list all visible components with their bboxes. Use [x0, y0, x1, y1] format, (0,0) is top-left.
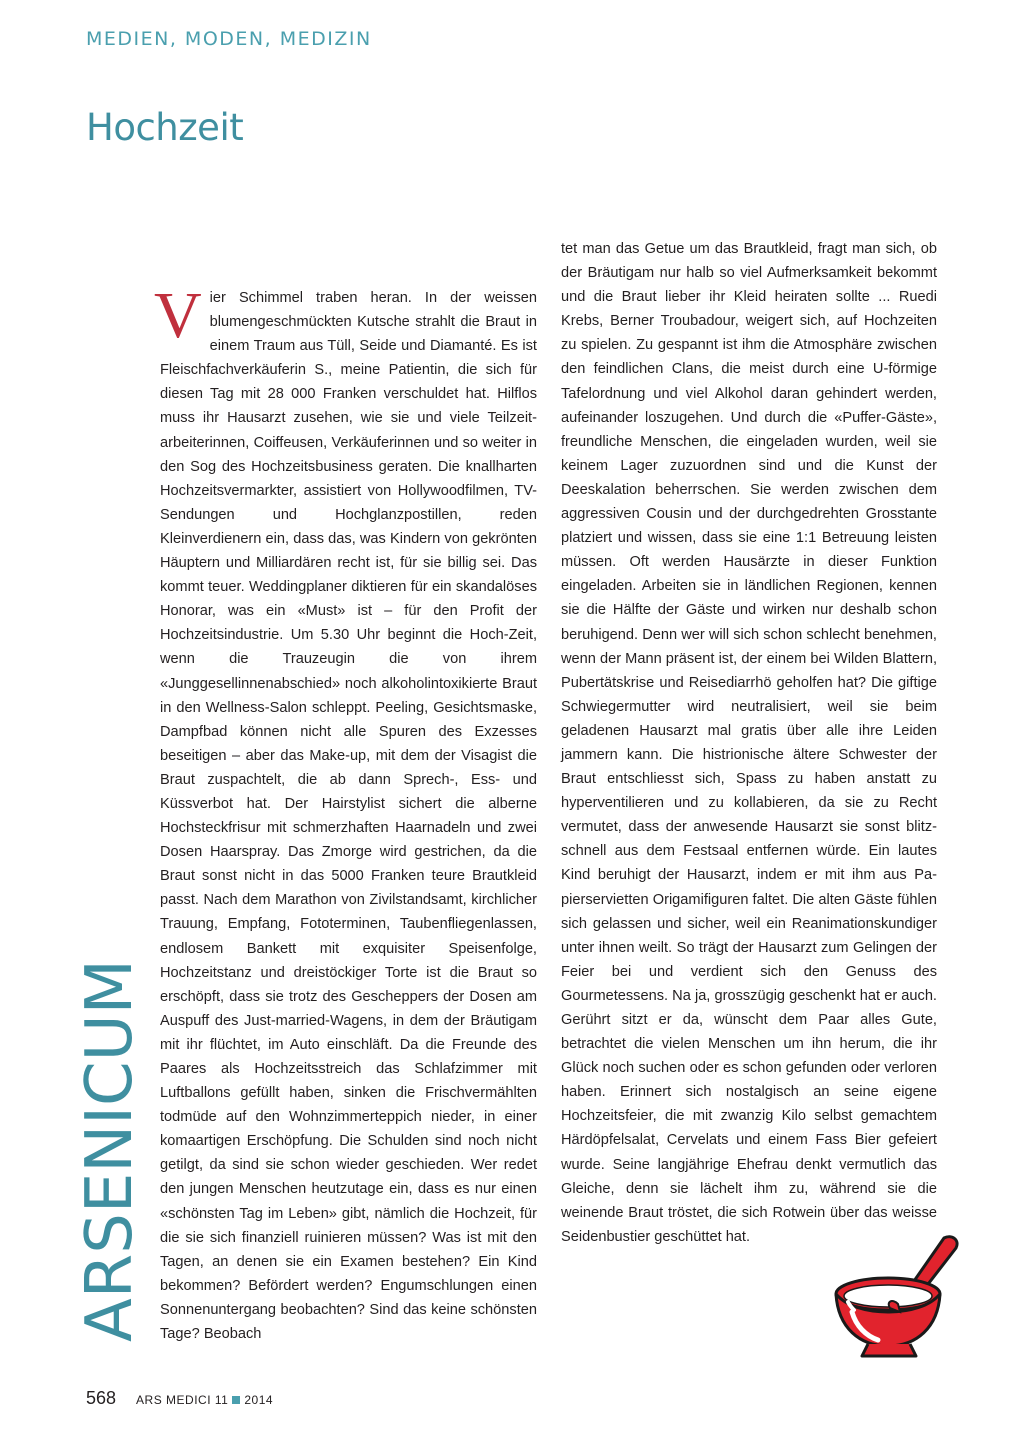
section-label: MEDIEN, MODEN, MEDIZIN	[86, 28, 372, 50]
drop-cap: V	[154, 279, 202, 352]
journal-name: ARS MEDICI 11	[136, 1393, 229, 1407]
journal-year: 2014	[244, 1393, 274, 1407]
article-column-left	[154, 279, 537, 1346]
column-label-vertical: ARSENICUM	[73, 959, 147, 1342]
article-text-left: ier Schimmel traben heran. In der weissen blumengeschmückten Kutsche strahlt die Braut in einem Traum aus Tüll, Seide und Diamanté. Es ist Fleischfachverkäuferin S., meine Patientin, die sich für diesen Tag mit 28 000 Franken verschuldet hat. Hilflos muss ihr Hausarzt zusehen, wie sie und viele Teilzeitarbeiterinnen, Coiffeusen, Verkäuferinnen und so weiter in den Sog des Hochzeitsbusiness geraten. Die knallharten Hochzeitsvermarkter, assistiert von Hollywoodfilmen, TV-Sendungen und Hochglanzpostillen, reden Kleinverdienern ein, dass das, was Kindern von gekrönten Häuptern und Milliardären recht ist, für sie billig sei. Das kommt teuer. Weddingplaner diktieren für ein skandalöses Honorar, was ein «Must» ist – für den Profit der Hochzeitsindustrie. Um 5.30 Uhr beginnt die Hoch-Zeit, wenn die Trauzeugin die von ihrem «Junggesellinnenabschied» noch alkoholintoxikierte Braut in den Wellness-Salon schleppt. Peeling, Gesichtsmaske, Dampfbad können nicht alle Spuren des Exzesses beseitigen – aber das Make-up, mit dem der Visagist die Braut zuspachtelt, die ab dann Sprech-, Ess- und Küssverbot hat. Der Hairstylist sichert die alberne Hochsteckfrisur mit schmerzhaften Haarnadeln und zwei Dosen Haarspray. Das Zmorge wird gestrichen, da die Braut sonst nicht in das 5000 Franken teure Brautkleid passt. Nach dem Marathon von Zivilstandsamt, kirchlicher Trauung, Empfang, Fototerminen, Taubenfliegenlassen, endlosem Bankett mit exquisiter Speisenfolge, Hochzeitstanz und dreistöckiger Torte ist die Braut so erschöpft, dass sie trotz des Gescheppers der Dosen am Auspuff des Just-married-Wagens, in dem der Bräutigam mit ihr flüchtet, im Auto einschläft. Da die Freunde des Paares als Hochzeitsstreich das Schlafzimmer mit Luftballons gefüllt haben, sinken die Frischvermählten todmüde auf den Wohnzimmerteppich nieder, in einer komaartigen Erschöpfung. Die Schulden sind noch nicht getilgt, da sind sie schon wieder geschieden. Wer redet den jungen Menschen heutzutage ein, dass es nur einen «schönsten Tag im Leben» gibt, nämlich die Hochzeit, für die sie sich finanziell ruinieren müssen? Was ist mit den Tagen, an denen sie ein Examen bestehen? Ein Kind bekommen? Befördert werden? Engumschlungen einen Sonnenuntergang beobachten? Sind das keine schönsten Tage? Beobach	[160, 290, 537, 1343]
separator-square-icon	[232, 1396, 240, 1404]
page-number: 568	[86, 1388, 117, 1408]
article-text-right: tet man das Getue um das Brautkleid, fragt man sich, ob der Bräutigam nur halb so viel Aufmerksamkeit bekommt und die Braut lieber ihr Kleid heiraten sollte ... Ruedi Krebs, Berner Troubadour, weigert sich, auf Hochzeiten zu spielen. Zu gespannt ist ihm die Atmosphäre zwischen den feindlichen Clans, die meist durch eine U-förmige Tafelordnung und viel Alkohol daran gehindert werden, aufeinander loszugehen. Und durch die «Puffer-Gäste», freundliche Menschen, die eingeladen wurden, weil sie keinem Lager zuzuordnen sind und die Kunst der Deeskalation beherrschen. Sie werden zwischen dem aggressiven Cousin und der durchgedrehten Grosstante platziert und wissen, dass sie eine 1:1 Betreuung leisten müssen. Oft werden Hausärzte in dieser Funktion eingeladen. Arbeiten sie in ländlichen Regionen, kennen sie die Hälfte der Gäste und wirken nur deshalb schon beruhigend. Denn wer will sich schon schlecht benehmen, wenn der Mann präsent ist, der einem bei Wilden Blattern, Pubertätskrise und Reisediarrhö geholfen hat? Die giftige Schwiegermutter wird neutralisiert, weil sie beim geladenen Hausarzt mal gratis über alle ihre Leiden jammern kann. Die histrionische ältere Schwester der Braut entschliesst sich, Spass zu haben anstatt zu hyperventilieren und zu kollabieren, da sie zu Recht vermutet, dass der anwesende Hausarzt sie sonst blitzschnell aus dem Festsaal entfernen würde. Ein lautes Kind beruhigt der Hausarzt, indem er mit ihm aus Papierservietten Origamifiguren faltet. Die alten Gäste fühlen sich gelassen und sicher, weil ein Reanimationskundiger unter ihnen weilt. So trägt der Hausarzt zum Gelingen der Feier bei und verdient sich den Genuss des Gourmetessens. Na ja, grosszügig geschenkt hat er auch. Gerührt sitzt er da, wünscht dem Paar alles Gute, betrachtet die vielen Menschen um ihn herum, die ihr Glück noch suchen oder es schon gefunden oder verloren haben. Erinnert sich nostalgisch an seine eigene Hochzeitsfeier, die mit zwanzig Kilo selbst gemachtem Härdöpfelsalat, Cervelats und einem Fass Bier gefeiert wurde. Seine langjährige Ehefrau denkt vermutlich das Gleiche, denn sie lächelt ihm zu, während sie die weinende Braut tröstet, die sich Rotwein über das weisse Seidenbustier geschüttet hat.	[561, 241, 937, 1245]
page-footer	[86, 1388, 273, 1409]
article-title: Hochzeit	[86, 106, 244, 149]
article-column-right	[561, 237, 937, 1345]
mortar-and-pestle-icon	[826, 1232, 966, 1362]
